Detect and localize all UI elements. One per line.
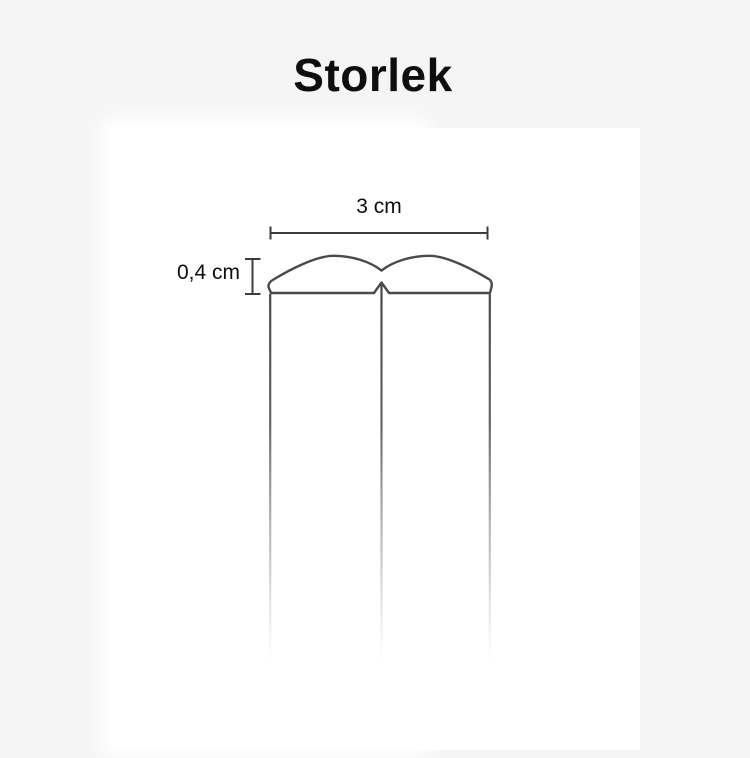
height-dimension-label: 0,4 cm	[176, 261, 240, 284]
width-dimension-label: 3 cm	[356, 195, 402, 218]
profile-outline	[268, 256, 491, 293]
height-dimension	[245, 259, 261, 294]
profile-length-lines	[270, 285, 490, 660]
width-dimension	[270, 227, 488, 240]
page-title: Storlek	[293, 49, 453, 101]
